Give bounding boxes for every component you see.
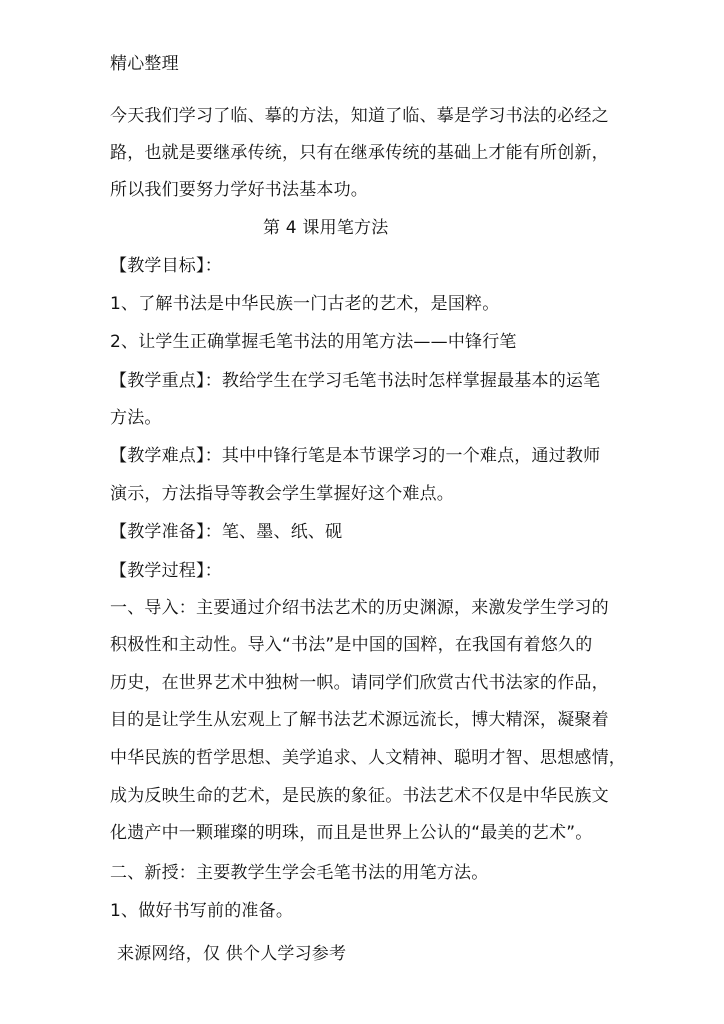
difficulties-line-1: 【教学难点】：其中中锋行笔是本节课学习的一个难点，通过教师	[110, 446, 601, 466]
objective-item-2: 2、让学生正确掌握毛笔书法的用笔方法——中锋行笔	[110, 332, 517, 352]
process-line-2: 积极性和主动性。导入“书法”是中国的国粹，在我国有着悠久的	[110, 635, 593, 655]
process-line-3: 历史，在世界艺术中独树一帜。请同学们欣赏古代书法家的作品，	[110, 673, 609, 693]
source-footer: 来源网络，仅 供个人学习参考	[117, 944, 347, 964]
key-points-line-2: 方法。	[110, 408, 162, 428]
difficulties-line-2: 演示，方法指导等教会学生掌握好这个难点。	[110, 484, 454, 504]
process-line-1: 一、导入：主要通过介绍书法艺术的历史渊源，来激发学生学习的	[110, 598, 609, 618]
page-header: 精心整理	[110, 54, 179, 74]
objective-item-1: 1、了解书法是中华民族一门古老的艺术，是国粹。	[110, 294, 500, 314]
process-line-5: 中华民族的哲学思想、美学追求、人文精神、聪明才智、思想感情，	[110, 748, 626, 768]
lesson-title: 第 4 课用笔方法	[263, 218, 389, 238]
process-line-8: 二、新授：主要教学生学会毛笔书法的用笔方法。	[110, 863, 489, 883]
objectives-heading: 【教学目标】：	[110, 256, 222, 276]
process-line-6: 成为反映生命的艺术，是民族的象征。书法艺术不仅是中华民族文	[110, 786, 609, 806]
intro-line-3: 所以我们要努力学好书法基本功。	[110, 180, 368, 200]
process-line-9: 1、做好书写前的准备。	[110, 901, 294, 921]
process-heading: 【教学过程】：	[110, 561, 222, 581]
preparation-line: 【教学准备】：笔、墨、纸、砚	[110, 522, 343, 542]
intro-line-1: 今天我们学习了临、摹的方法，知道了临、摹是学习书法的必经之	[110, 106, 609, 126]
intro-line-2: 路，也就是要继承传统，只有在继承传统的基础上才能有所创新，	[110, 143, 609, 163]
process-line-7: 化遗产中一颗璀璨的明珠，而且是世界上公认的“最美的艺术”。	[110, 823, 593, 843]
key-points-line-1: 【教学重点】：教给学生在学习毛笔书法时怎样掌握最基本的运笔	[110, 371, 601, 391]
process-line-4: 目的是让学生从宏观上了解书法艺术源远流长，博大精深，凝聚着	[110, 710, 609, 730]
